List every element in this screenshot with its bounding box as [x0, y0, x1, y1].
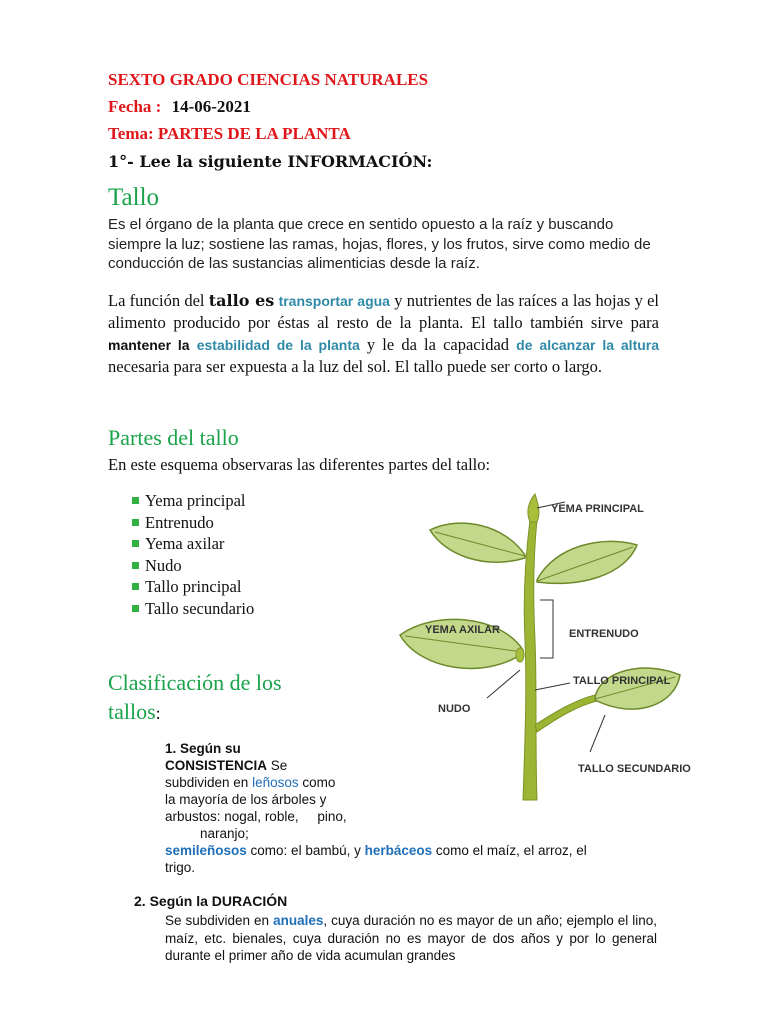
label-nudo: NUDO: [438, 703, 471, 715]
list-item: Tallo secundario: [132, 598, 254, 620]
highlight-estabilidad: estabilidad de la planta: [196, 337, 360, 353]
text: y le da la capacidad: [359, 335, 517, 354]
list-item: Entrenudo: [132, 512, 254, 534]
text: y nutrientes de las raíces a las hojas y el alimento producido por éstas al resto de la planta. El tallo también sirve para: [108, 291, 660, 332]
highlight-transportar: transportar agua: [278, 293, 390, 309]
pointer-line: [535, 683, 570, 690]
square-bullet-icon: [132, 583, 139, 590]
instruction: 1°- Lee la siguiente INFORMACIÓN:: [108, 152, 433, 171]
square-bullet-icon: [132, 562, 139, 569]
topic-line: [108, 124, 351, 144]
doc-title: SEXTO GRADO CIENCIAS NATURALES: [108, 70, 429, 89]
classification-consistencia-cont: semileñosos como: el bambú, y herbáceos como el maíz, el arroz, el trigo.: [165, 843, 587, 875]
list-item: Tallo principal: [132, 576, 254, 598]
classification-duracion-title: 2. Según la DURACIÓN: [134, 893, 288, 909]
classification-consistencia: 1. Según su CONSISTENCIA Se subdividen en leñosos como la mayoría de los árboles y arbustos: nogal, roble, pino, naranjo;: [165, 741, 347, 841]
parts-list: [132, 490, 254, 619]
classification-duracion-text: Se subdividen en anuales, cuya duración no es mayor de un año; ejemplo el lino, maíz, etc. bienales, cuya duración no es mayor de dos años y por lo general durante el primer año de vida acumulan grandes: [165, 913, 658, 963]
label-tallo-secundario: TALLO SECUNDARIO: [578, 763, 691, 775]
axillary-bud-icon: [516, 648, 524, 662]
date-label: Fecha :: [108, 97, 162, 116]
section-heading-clasificacion: Clasificación de los tallos:: [108, 670, 282, 724]
list-item: Nudo: [132, 555, 254, 577]
list-item: Yema axilar: [132, 533, 254, 555]
square-bullet-icon: [132, 519, 139, 526]
section-heading-partes: Partes del tallo: [108, 425, 239, 450]
square-bullet-icon: [132, 540, 139, 547]
date-value: 14-06-2021: [171, 97, 251, 116]
square-bullet-icon: [132, 605, 139, 612]
bold-text: tallo es: [208, 291, 275, 310]
list-item: Yema principal: [132, 490, 254, 512]
label-entrenudo: ENTRENUDO: [569, 628, 639, 640]
topic-text: Tema: PARTES DE LA PLANTA: [108, 124, 351, 143]
tallo-definition: Es el órgano de la planta que crece en sentido opuesto a la raíz y buscando siempre la luz; sostiene las ramas, hojas, flores, y los frutos, sirve como medio de conducción de las sustancias alimenticias desde la raíz.: [108, 216, 651, 272]
date-line: [108, 97, 251, 117]
leaf-icon: [430, 523, 525, 562]
secondary-stem-icon: [535, 695, 597, 732]
bracket-line: [540, 600, 553, 658]
square-bullet-icon: [132, 497, 139, 504]
pointer-line: [487, 670, 520, 698]
main-stem-icon: [523, 520, 537, 800]
label-yema-principal: YEMA PRINCIPAL: [551, 503, 644, 515]
bold-mantener: mantener la: [108, 337, 190, 353]
highlight-altura: de alcanzar la altura: [516, 337, 660, 353]
text: necesaria para ser expuesta a la luz del sol. El tallo puede ser corto o largo.: [108, 357, 603, 376]
label-yema-axilar: YEMA AXILAR: [425, 624, 500, 636]
partes-intro: En este esquema observaras las diferentes partes del tallo:: [108, 455, 491, 474]
stem-parts-diagram: [375, 490, 715, 810]
section-heading-tallo: Tallo: [108, 184, 160, 211]
text: La función del: [108, 291, 209, 310]
tallo-function-paragraph: [108, 290, 659, 378]
pointer-line: [590, 715, 605, 752]
label-tallo-principal: TALLO PRINCIPAL: [573, 675, 671, 687]
leaf-icon: [537, 541, 637, 583]
